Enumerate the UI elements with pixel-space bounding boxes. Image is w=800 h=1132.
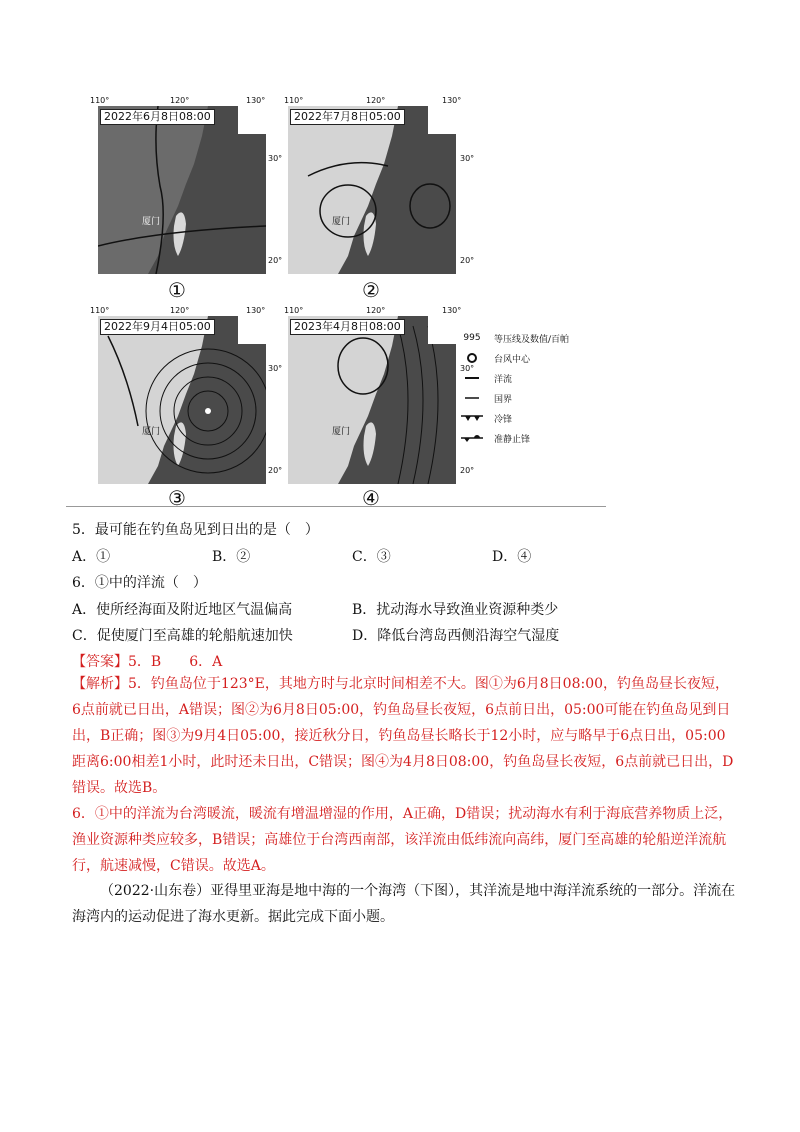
- map-3-lat-20: 20°: [268, 466, 283, 475]
- map-4-lon-120: 120°: [366, 306, 386, 315]
- legend-typhoon: [458, 348, 608, 368]
- map-2-label: ②: [362, 278, 380, 302]
- analysis-q5: [72, 671, 737, 801]
- legend-isobar-value: 995: [463, 333, 481, 343]
- map-4: [288, 316, 456, 484]
- map-3-lon-110: 110°: [90, 306, 110, 315]
- map-3: [98, 316, 266, 484]
- map-1-date: 2022年6月8日08:00: [100, 109, 215, 125]
- map-2-lon-110: 110°: [284, 96, 304, 105]
- map-1-lon-110: 110°: [90, 96, 110, 105]
- typhoon-center-icon: [458, 352, 486, 364]
- map-3-lon-130: 130°: [246, 306, 266, 315]
- map-3-drawing: [98, 316, 266, 484]
- legend-border: [458, 388, 608, 408]
- answer-text: 5．B 6．A: [128, 654, 223, 670]
- map-2-date: 2022年7月8日05:00: [290, 109, 405, 125]
- map-4-lat-20: 20°: [460, 466, 475, 475]
- map-1-lat-20: 20°: [268, 256, 283, 265]
- map-3-city: 厦门: [142, 427, 161, 437]
- analysis-tag: 【解析】: [72, 676, 128, 692]
- map-4-city: 厦门: [332, 427, 351, 437]
- weather-maps-figure: [88, 96, 608, 508]
- map-1-lon-130: 130°: [246, 96, 266, 105]
- map-1-label: ①: [168, 278, 186, 302]
- legend-stationary-front: [458, 428, 608, 448]
- map-2-lon-120: 120°: [366, 96, 386, 105]
- question-5-stem: 5．最可能在钓鱼岛见到日出的是（ ）: [72, 522, 319, 538]
- legend-cold-front: [458, 408, 608, 428]
- map-4-date: 2023年4月8日08:00: [290, 319, 405, 335]
- legend-cold-front-label: 冷锋: [494, 414, 513, 425]
- map-2-city: 厦门: [332, 217, 351, 227]
- figure-divider: [66, 506, 606, 507]
- question-5-option-d: D．④: [492, 549, 532, 565]
- map-3-lat-30: 30°: [268, 364, 283, 373]
- legend-current-label: 洋流: [494, 374, 513, 385]
- border-icon: [458, 395, 486, 401]
- map-3-lon-120: 120°: [170, 306, 190, 315]
- ocean-current-icon: [458, 375, 486, 381]
- legend-stationary-front-label: 准静止锋: [494, 434, 531, 445]
- question-5-option-a: A．①: [72, 549, 111, 565]
- next-question-intro: （2022·山东卷）亚得里亚海是地中海的一个海湾（下图），其洋流是地中海洋流系统的一部分。洋流在海湾内的运动促进了海水更新。据此完成下面小题。: [72, 883, 736, 925]
- stationary-front-icon: [458, 433, 486, 443]
- legend-current: [458, 368, 608, 388]
- map-3-label: ③: [168, 486, 186, 510]
- question-6-stem: 6．①中的洋流（ ）: [72, 575, 207, 591]
- map-2-lon-130: 130°: [442, 96, 462, 105]
- map-2: [288, 106, 456, 274]
- legend-typhoon-label: 台风中心: [494, 354, 531, 365]
- question-6-option-b: B．扰动海水导致渔业资源种类少: [352, 602, 559, 618]
- legend-isobar-label: 等压线及数值/百帕: [494, 334, 570, 345]
- question-6-option-c: C．促使厦门至高雄的轮船航速加快: [72, 628, 293, 644]
- cold-front-icon: [458, 413, 486, 423]
- question-6-option-d: D．降低台湾岛西侧沿海空气湿度: [352, 628, 560, 644]
- answer-line: [72, 651, 222, 671]
- map-1-drawing: [98, 106, 266, 274]
- map-1-city: 厦门: [142, 217, 161, 227]
- analysis-q6: 6．①中的洋流为台湾暖流，暖流有增温增湿的作用，A正确，D错误；扰动海水有利于海底营养物质上泛，渔业资源种类应较多，B错误；高雄位于台湾西南部，该洋流由低纬流向高纬，厦门至高雄的轮船逆洋流航行，航速减慢，C错误。故选A。: [72, 806, 733, 874]
- legend-border-label: 国界: [494, 394, 513, 405]
- map-2-drawing: [288, 106, 456, 274]
- answer-tag: 【答案】: [72, 654, 128, 670]
- legend-isobar: [458, 328, 608, 348]
- map-2-lat-20: 20°: [460, 256, 475, 265]
- map-1-lon-120: 120°: [170, 96, 190, 105]
- question-5-option-b: B．②: [212, 549, 251, 565]
- map-legend: [458, 328, 608, 448]
- map-3-date: 2022年9月4日05:00: [100, 319, 215, 335]
- map-4-lat-30: 30°: [460, 364, 475, 373]
- map-4-drawing: [288, 316, 456, 484]
- question-6-option-a: A．使所经海面及附近地区气温偏高: [72, 602, 293, 618]
- map-1-lat-30: 30°: [268, 154, 283, 163]
- map-2-lat-30: 30°: [460, 154, 475, 163]
- map-1: [98, 106, 266, 274]
- question-5-option-c: C．③: [352, 549, 391, 565]
- isobar-icon: [458, 333, 486, 343]
- map-4-label: ④: [362, 486, 380, 510]
- map-4-lon-130: 130°: [442, 306, 462, 315]
- analysis-q5-text: 5．钓鱼岛位于123°E，其地方时与北京时间相差不大。图①为6月8日08:00，钓鱼岛昼长夜短，6点前就已日出，A错误；图②为6月8日05:00，钓鱼岛昼长夜短，6点前日出，05:00可能在钓鱼岛见到日出，B正确；图③为9月4日05:00，接近秋分日，钓鱼岛昼长略长于12小时，应与略早于6点日出，05:00距离6:00相差1小时，此时还未日出，C错误；图④为4月8日08:00，钓鱼岛昼长夜短，6点前就已日出，D错误。故选B。: [72, 676, 734, 796]
- map-4-lon-110: 110°: [284, 306, 304, 315]
